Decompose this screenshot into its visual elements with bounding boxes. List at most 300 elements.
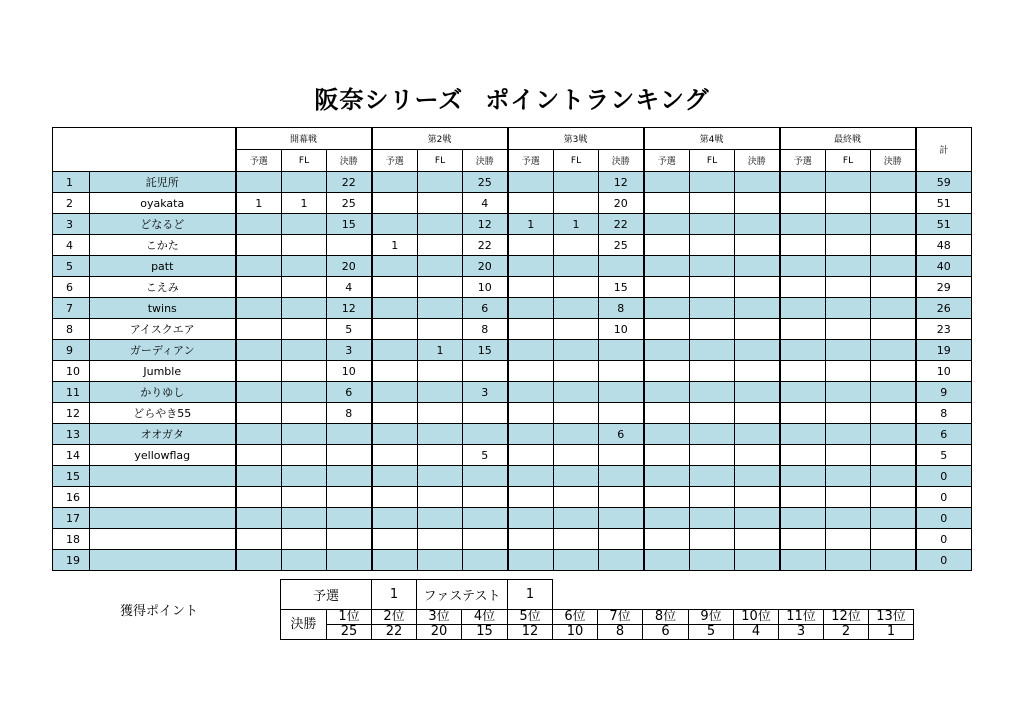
points-cell [871,466,916,487]
points-cell [372,508,418,529]
points-cell [644,277,690,298]
points-cell [871,382,916,403]
team-name-cell: twins [90,298,236,319]
points-cell: 15 [327,214,372,235]
points-cell [644,445,690,466]
points-cell: 3 [327,340,372,361]
team-name-cell: Jumble [90,361,236,382]
points-cell [780,382,826,403]
points-cell [599,403,644,424]
points-cell [735,487,780,508]
points-cell [780,172,826,193]
points-cell: 20 [327,256,372,277]
rank-cell: 7 [53,298,90,319]
points-cell [508,193,554,214]
points-cell [508,529,554,550]
team-name-cell: 託児所 [90,172,236,193]
points-cell [463,550,508,571]
points-cell [554,508,599,529]
points-cell [780,298,826,319]
points-cell [372,361,418,382]
column-header: FL [690,150,735,172]
points-cell [554,403,599,424]
points-cell [554,340,599,361]
points-cell [871,214,916,235]
points-cell [735,214,780,235]
points-cell: 1 [372,235,418,256]
points-cell [871,298,916,319]
race-header: 第2戦 [372,128,508,150]
points-cell [690,193,735,214]
points-cell [599,508,644,529]
total-cell: 51 [916,214,972,235]
points-cell: 1 [508,214,554,235]
rank-cell: 5 [53,256,90,277]
points-cell [690,277,735,298]
points-table [280,579,914,640]
points-cell: 15 [599,277,644,298]
points-cell: 4 [327,277,372,298]
points-cell: 5 [463,445,508,466]
rank-cell: 6 [53,277,90,298]
points-cell [554,277,599,298]
points-cell [780,508,826,529]
position-label: 5位 [508,610,553,625]
team-name-cell [90,466,236,487]
points-cell [644,403,690,424]
points-cell [554,235,599,256]
position-points: 12 [508,625,553,640]
points-cell: 12 [463,214,508,235]
points-cell [871,256,916,277]
points-cell [327,529,372,550]
points-cell [690,403,735,424]
points-cell [236,298,282,319]
points-cell [282,214,327,235]
points-cell [418,403,463,424]
position-points: 6 [643,625,689,640]
points-cell [735,256,780,277]
points-cell [599,466,644,487]
column-header: 予選 [508,150,554,172]
points-cell [418,235,463,256]
points-cell [780,256,826,277]
ranking-table [52,127,972,571]
points-cell [690,424,735,445]
points-cell [690,382,735,403]
column-header: FL [826,150,871,172]
points-cell [599,445,644,466]
points-cell [418,193,463,214]
points-cell [236,403,282,424]
points-cell [871,445,916,466]
team-name-cell [90,508,236,529]
position-label: 13位 [869,610,914,625]
points-cell [282,319,327,340]
points-cell: 4 [463,193,508,214]
team-name-cell [90,550,236,571]
points-cell [735,403,780,424]
points-cell [735,319,780,340]
points-cell [780,235,826,256]
points-cell [599,487,644,508]
points-cell [871,319,916,340]
page-title [0,80,1024,115]
total-cell: 0 [916,529,972,550]
points-cell [690,256,735,277]
points-label: 獲得ポイント [120,604,199,619]
column-header: FL [282,150,327,172]
rank-cell: 16 [53,487,90,508]
total-cell: 23 [916,319,972,340]
points-cell [871,424,916,445]
points-cell [644,550,690,571]
points-cell [735,172,780,193]
points-cell: 12 [327,298,372,319]
points-cell [826,529,871,550]
points-cell [690,214,735,235]
points-cell [735,508,780,529]
team-name-cell: こえみ [90,277,236,298]
total-cell: 0 [916,550,972,571]
points-cell: 22 [599,214,644,235]
points-cell [735,277,780,298]
points-cell [418,319,463,340]
points-cell [372,256,418,277]
team-name-cell [90,529,236,550]
points-cell [282,298,327,319]
team-name-cell: アイスクエア [90,319,236,340]
points-cell [599,382,644,403]
points-cell [644,361,690,382]
table-row [53,340,972,361]
total-cell: 9 [916,382,972,403]
points-cell: 1 [282,193,327,214]
points-cell [282,466,327,487]
points-cell [780,214,826,235]
table-row [53,445,972,466]
table-row [53,277,972,298]
points-cell [327,424,372,445]
points-cell [826,256,871,277]
points-cell [508,298,554,319]
points-cell [372,172,418,193]
race-header: 開幕戦 [236,128,372,150]
points-cell [418,382,463,403]
points-cell: 6 [327,382,372,403]
rank-cell: 8 [53,319,90,340]
points-cell [871,361,916,382]
column-header: 決勝 [327,150,372,172]
points-cell: 6 [463,298,508,319]
position-label: 12位 [824,610,869,625]
points-cell [418,424,463,445]
points-cell [372,298,418,319]
race-header: 第4戦 [644,128,780,150]
position-label: 9位 [689,610,734,625]
points-cell [871,193,916,214]
points-cell [508,550,554,571]
points-cell [236,277,282,298]
column-header: 予選 [372,150,418,172]
points-cell [282,529,327,550]
points-cell [735,466,780,487]
rank-cell: 13 [53,424,90,445]
race-header: 第3戦 [508,128,644,150]
points-cell [826,403,871,424]
points-cell [826,508,871,529]
points-cell [236,466,282,487]
points-cell [463,529,508,550]
points-cell [508,382,554,403]
points-cell [282,403,327,424]
team-name-cell: かりゆし [90,382,236,403]
points-cell: 1 [236,193,282,214]
qualifying-label: 予選 [281,580,372,610]
total-header: 計 [916,128,972,172]
points-cell [236,487,282,508]
position-label: 4位 [462,610,508,625]
points-cell [826,487,871,508]
points-cell [780,487,826,508]
points-cell [327,466,372,487]
points-cell [690,319,735,340]
points-cell [418,550,463,571]
table-row [53,172,972,193]
fastest-points: 1 [508,580,553,610]
points-row-qualifying [281,580,914,610]
position-label: 2位 [372,610,417,625]
points-cell [599,256,644,277]
total-cell: 59 [916,172,972,193]
points-cell [418,256,463,277]
points-blank [553,580,914,610]
points-cell [599,340,644,361]
points-cell [644,466,690,487]
points-cell [644,529,690,550]
rank-cell: 4 [53,235,90,256]
fastest-label: ファステスト [417,580,508,610]
position-label: 3位 [417,610,462,625]
points-row-positions [281,610,914,625]
points-cell [554,550,599,571]
rank-cell: 18 [53,529,90,550]
points-cell [554,487,599,508]
points-cell [508,235,554,256]
position-label: 8位 [643,610,689,625]
qualifying-points: 1 [372,580,417,610]
points-cell [508,340,554,361]
points-cell [282,172,327,193]
points-cell [282,235,327,256]
team-name-cell: こかた [90,235,236,256]
points-cell [690,235,735,256]
position-points: 1 [869,625,914,640]
points-cell [644,487,690,508]
points-cell [690,529,735,550]
points-cell: 1 [418,340,463,361]
points-cell [372,403,418,424]
points-cell [826,277,871,298]
position-points: 20 [417,625,462,640]
position-points: 10 [553,625,598,640]
points-cell [372,466,418,487]
points-cell [418,445,463,466]
points-cell [508,403,554,424]
points-cell [554,172,599,193]
points-cell [690,487,735,508]
points-cell [554,382,599,403]
column-header: FL [418,150,463,172]
position-points: 5 [689,625,734,640]
total-cell: 5 [916,445,972,466]
points-cell [644,172,690,193]
points-cell [735,382,780,403]
points-cell [644,193,690,214]
position-points: 22 [372,625,417,640]
points-cell [508,508,554,529]
points-cell [780,529,826,550]
points-cell [463,424,508,445]
table-row [53,193,972,214]
points-cell [372,319,418,340]
points-cell: 20 [599,193,644,214]
position-label: 11位 [779,610,824,625]
points-cell [554,193,599,214]
points-cell [644,298,690,319]
points-cell [282,445,327,466]
points-cell: 10 [463,277,508,298]
points-cell [372,340,418,361]
points-cell: 8 [463,319,508,340]
column-header: 予選 [236,150,282,172]
points-cell [554,529,599,550]
team-name-cell: オオガタ [90,424,236,445]
points-cell [554,319,599,340]
points-cell [372,277,418,298]
points-cell [508,445,554,466]
position-points: 3 [779,625,824,640]
points-cell [327,508,372,529]
points-cell [871,550,916,571]
points-cell [871,277,916,298]
points-cell [690,550,735,571]
points-cell [690,340,735,361]
points-cell [372,487,418,508]
points-cell [871,340,916,361]
points-cell [780,424,826,445]
points-cell [780,445,826,466]
points-cell [418,466,463,487]
table-row [53,235,972,256]
points-cell [826,466,871,487]
total-cell: 0 [916,487,972,508]
column-header: FL [554,150,599,172]
points-cell [236,319,282,340]
points-cell [327,550,372,571]
points-cell [554,466,599,487]
team-name-cell [90,487,236,508]
points-cell [236,508,282,529]
race-header: 最終戦 [780,128,916,150]
points-cell [780,193,826,214]
points-cell [418,361,463,382]
position-points: 25 [327,625,372,640]
points-cell [735,193,780,214]
points-cell [780,277,826,298]
points-cell: 10 [327,361,372,382]
points-cell [735,298,780,319]
points-cell [644,256,690,277]
points-cell [826,340,871,361]
points-cell [236,445,282,466]
points-cell [826,214,871,235]
points-cell [236,550,282,571]
points-cell: 20 [463,256,508,277]
points-cell [236,529,282,550]
points-cell [508,487,554,508]
points-cell [554,424,599,445]
points-cell [826,235,871,256]
points-cell [780,550,826,571]
points-cell [554,298,599,319]
rank-cell: 12 [53,403,90,424]
points-cell [644,235,690,256]
points-cell: 25 [599,235,644,256]
points-cell: 25 [463,172,508,193]
total-cell: 51 [916,193,972,214]
title-series: 阪奈シリーズ [314,86,464,114]
points-cell [372,382,418,403]
points-cell [690,361,735,382]
points-cell [236,340,282,361]
table-row [53,466,972,487]
table-row [53,382,972,403]
header-blank [53,128,236,172]
total-cell: 8 [916,403,972,424]
column-header: 予選 [780,150,826,172]
points-cell [644,424,690,445]
points-cell [463,403,508,424]
points-cell [644,382,690,403]
points-cell [780,340,826,361]
points-cell [236,382,282,403]
rank-cell: 19 [53,550,90,571]
points-cell [554,256,599,277]
points-cell [282,487,327,508]
points-cell [871,487,916,508]
points-cell [780,361,826,382]
points-cell [418,487,463,508]
points-cell [508,466,554,487]
points-cell [372,445,418,466]
total-cell: 6 [916,424,972,445]
points-cell [826,424,871,445]
points-cell [780,466,826,487]
total-cell: 29 [916,277,972,298]
points-cell [871,403,916,424]
rank-cell: 14 [53,445,90,466]
points-cell [418,298,463,319]
points-cell [735,445,780,466]
points-cell [644,508,690,529]
points-cell [508,361,554,382]
total-cell: 19 [916,340,972,361]
table-row [53,550,972,571]
points-cell [599,361,644,382]
table-row [53,214,972,235]
points-cell [282,424,327,445]
